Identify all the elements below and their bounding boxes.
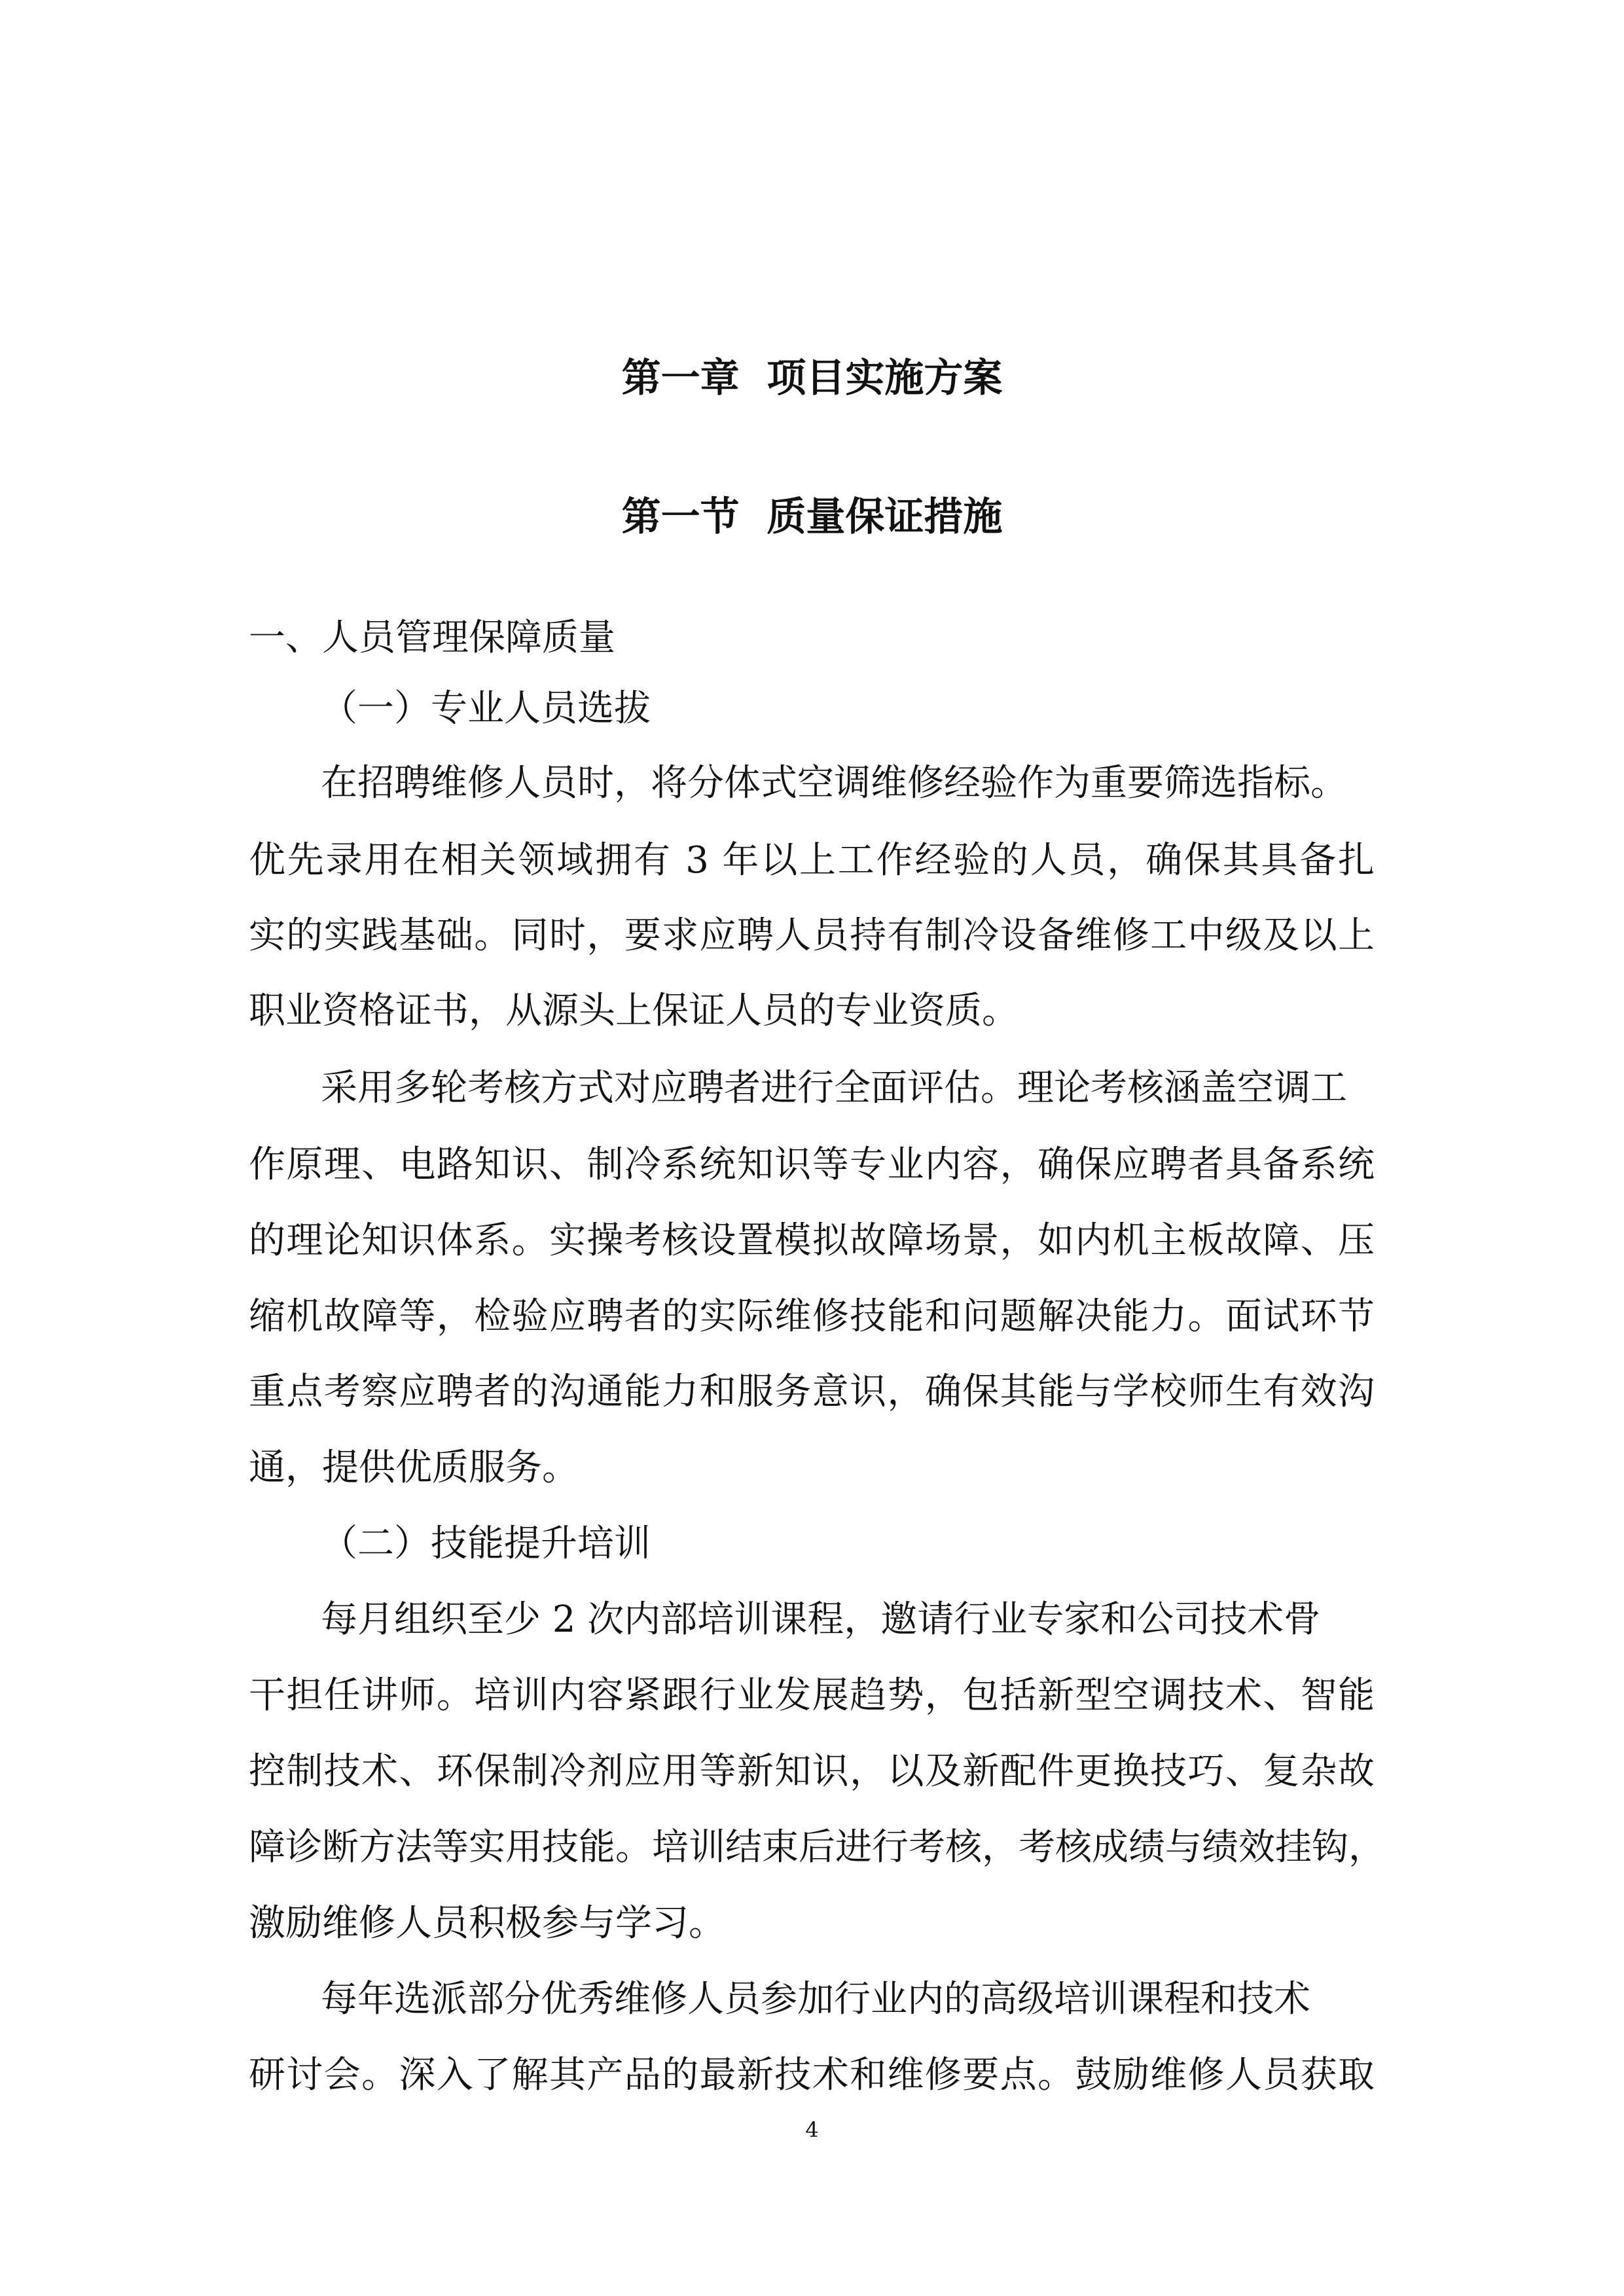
page-number: 4 bbox=[805, 2117, 819, 2142]
paragraph-line: 重点考察应聘者的沟通能力和服务意识，确保其能与学校师生有效沟 bbox=[249, 1371, 1375, 1413]
paragraph-line: 的理论知识体系。实操考核设置模拟故障场景，如内机主板故障、压 bbox=[249, 1219, 1375, 1262]
paragraph-line: 优先录用在相关领域拥有 3 年以上工作经验的人员，确保其具备扎 bbox=[249, 839, 1375, 882]
paragraph-line: 缩机故障等，检验应聘者的实际维修技能和问题解决能力。面试环节 bbox=[249, 1295, 1375, 1338]
paragraph-line: 作原理、电路知识、制冷系统知识等专业内容，确保应聘者具备系统 bbox=[249, 1143, 1375, 1186]
paragraph-line: 障诊断方法等实用技能。培训结束后进行考核，考核成绩与绩效挂钩， bbox=[249, 1826, 1385, 1869]
paragraph-line: 干担任讲师。培训内容紧跟行业发展趋势，包括新型空调技术、智能 bbox=[249, 1674, 1375, 1717]
paragraph-line: 激励维修人员积极参与学习。 bbox=[249, 1902, 725, 1945]
paragraph-line: 控制技术、环保制冷剂应用等新知识，以及新配件更换技巧、复杂故 bbox=[249, 1750, 1375, 1793]
chapter-title: 第一章 项目实施方案 bbox=[621, 355, 1003, 401]
heading-personnel: 一、人员管理保障质量 bbox=[249, 617, 615, 659]
paragraph-line: 通，提供优质服务。 bbox=[249, 1446, 579, 1489]
paragraph-line: 职业资格证书，从源头上保证人员的专业资质。 bbox=[249, 990, 1019, 1032]
paragraph-line: 实的实践基础。同时，要求应聘人员持有制冷设备维修工中级及以上 bbox=[249, 914, 1375, 957]
paragraph-line: 每年选派部分优秀维修人员参加行业内的高级培训课程和技术 bbox=[321, 1978, 1310, 2020]
paragraph-line: 在招聘维修人员时，将分体式空调维修经验作为重要筛选指标。 bbox=[321, 762, 1347, 804]
subheading-selection: （一）专业人员选拔 bbox=[321, 687, 651, 730]
paragraph-line: 研讨会。深入了解其产品的最新技术和维修要点。鼓励维修人员获取 bbox=[249, 2054, 1375, 2096]
paragraph-line: 每月组织至少 2 次内部培训课程，邀请行业专家和公司技术骨 bbox=[321, 1598, 1321, 1641]
paragraph-line: 采用多轮考核方式对应聘者进行全面评估。理论考核涵盖空调工 bbox=[321, 1067, 1347, 1109]
subheading-training: （二）技能提升培训 bbox=[321, 1522, 651, 1565]
section-title: 第一节 质量保证措施 bbox=[621, 494, 1003, 540]
